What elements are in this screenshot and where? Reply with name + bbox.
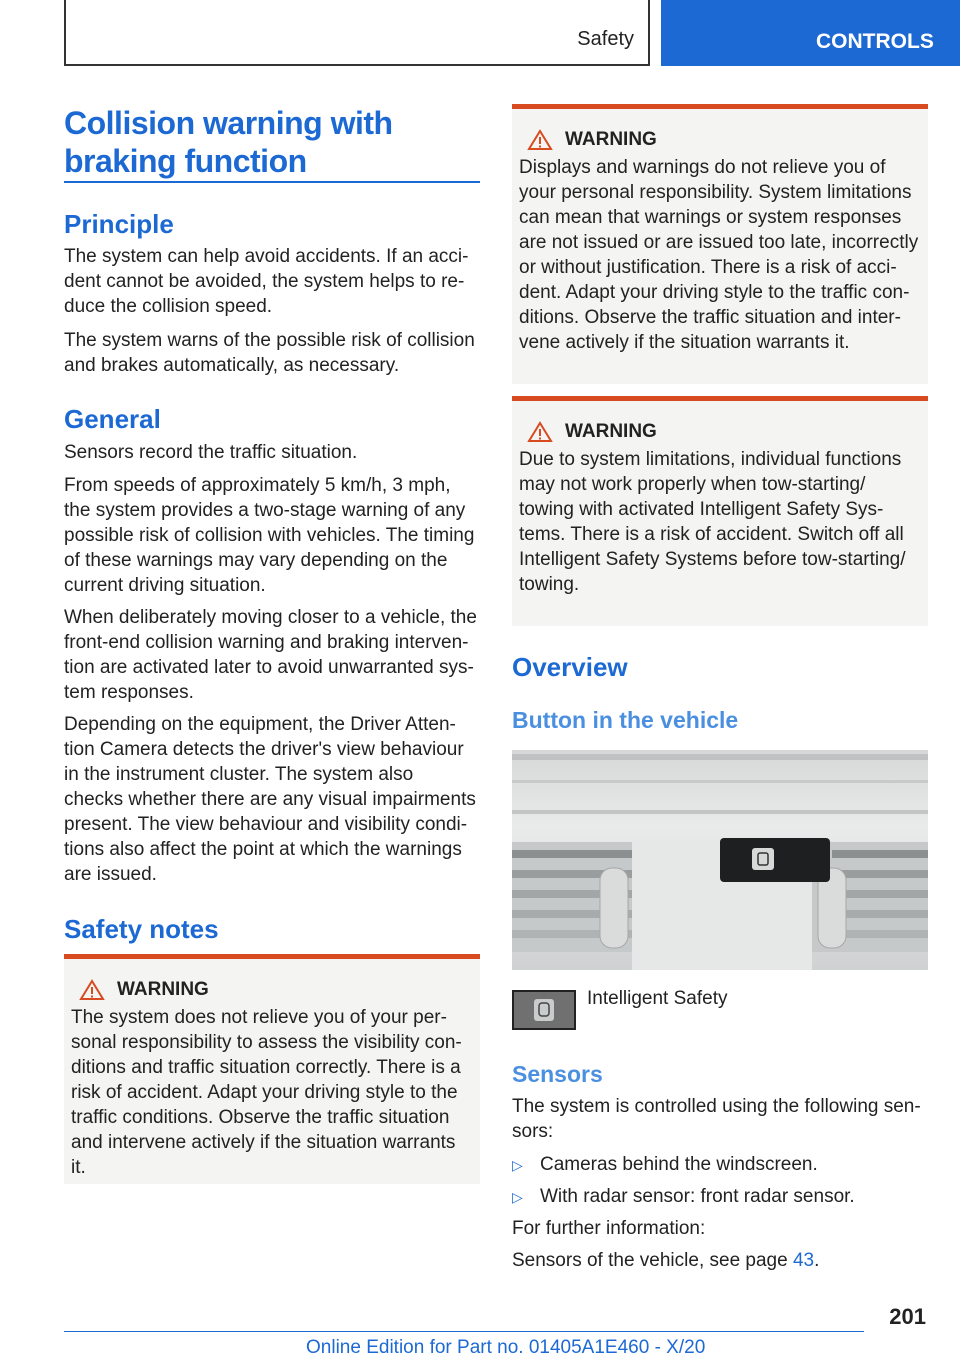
intelligent-safety-button-icon [512,990,576,1030]
principle-paragraph-1: The system can help avoid accidents. If an acci- dent cannot be avoided, the system helps to re- duce the collision speed. [64,246,469,317]
header-chapter-tab [661,0,960,66]
warning-box-2 [512,104,928,384]
page-reference-link[interactable]: 43 [792,1250,815,1271]
sensors-paragraph: The system is controlled using the following sen- sors: [512,1096,921,1142]
warning-triangle-icon [79,979,105,1001]
footer-edition-text: Online Edition for Part no. 01405A1E460 - X/20 [306,1337,706,1358]
list-item: ▷ Cameras behind the windscreen. [512,1152,818,1178]
warning-triangle-icon [527,421,553,443]
vehicle-dashboard-photo [512,750,928,970]
heading-button-in-vehicle: Button in the vehicle [512,707,739,733]
button-caption: Intelligent Safety [587,988,728,1009]
general-paragraph-2: From speeds of approximately 5 km/h, 3 mph, the system provides a two-stage warning of any possible risk of collision with vehicles. The timing of these warnings may vary depending on the current driving situation. [64,475,475,596]
general-paragraph-4: Depending on the equipment, the Driver Atten- tion Camera detects the driver's view behaviour in the instrument cluster. The system also checks whether there are any visual impairments present. The view behaviour and visibility condi- tions also affect the point at which the warnings are issued. [64,714,476,885]
warning-text: Displays and warnings do not relieve you of your personal responsibility. System limitations can mean that warnings or system responses are not issued or are issued too late, incorrectly or without justification. There is a risk of acci- dent. Adapt your driving style to the traffic con- ditions. Observe the traffic situation and inter- vene actively if the situation warrants it. [519,157,919,353]
principle-paragraph-2: The system warns of the possible risk of collision and brakes automatically, as necessary. [64,330,475,376]
bullet-triangle-icon: ▷ [512,1157,523,1173]
bullet-triangle-icon: ▷ [512,1189,523,1205]
warning-title: WARNING [519,129,921,151]
heading-general: General [64,404,161,434]
list-item: ▷ With radar sensor: front radar sensor. [512,1184,855,1210]
heading-overview: Overview [512,652,628,682]
heading-sensors: Sensors [512,1061,603,1087]
warning-title: WARNING [519,421,921,443]
warning-box-1 [64,954,480,1184]
general-paragraph-3: When deliberately moving closer to a vehicle, the front-end collision warning and braking interven- tion are activated later to avoid unwarranted sys- tem responses. [64,607,477,703]
sensors-reference: Sensors of the vehicle, see page 43. [512,1250,820,1271]
footer-rule [64,1331,864,1332]
header-left-box [64,0,650,66]
warning-triangle-icon [527,129,553,151]
page-title: Collision warning with braking function [64,105,393,179]
warning-title: WARNING [71,979,473,1001]
header-section-label: Safety [577,28,634,50]
heading-safety-notes: Safety notes [64,914,219,944]
warning-text: Due to system limitations, individual functions may not work properly when tow-starting/ towing with activated Intelligent Safety Sys- tems. There is a risk of accident. Switch off all Intelligent Safety Systems before tow-starting/ towing. [519,449,906,595]
header-chapter-label: CONTROLS [816,30,934,53]
title-rule [64,181,480,183]
page-number: 201 [889,1304,926,1329]
warning-box-3 [512,396,928,626]
warning-text: The system does not relieve you of your per- sonal responsibility to assess the visibility con- ditions and traffic situation correctly. There is a risk of accident. Adapt your driving style to the traffic conditions. Observe the traffic situation and intervene actively if the situation warrants it. [71,1007,462,1178]
heading-principle: Principle [64,209,174,239]
general-paragraph-1: Sensors record the traffic situation. [64,442,358,463]
further-info-text: For further information: [512,1218,706,1239]
